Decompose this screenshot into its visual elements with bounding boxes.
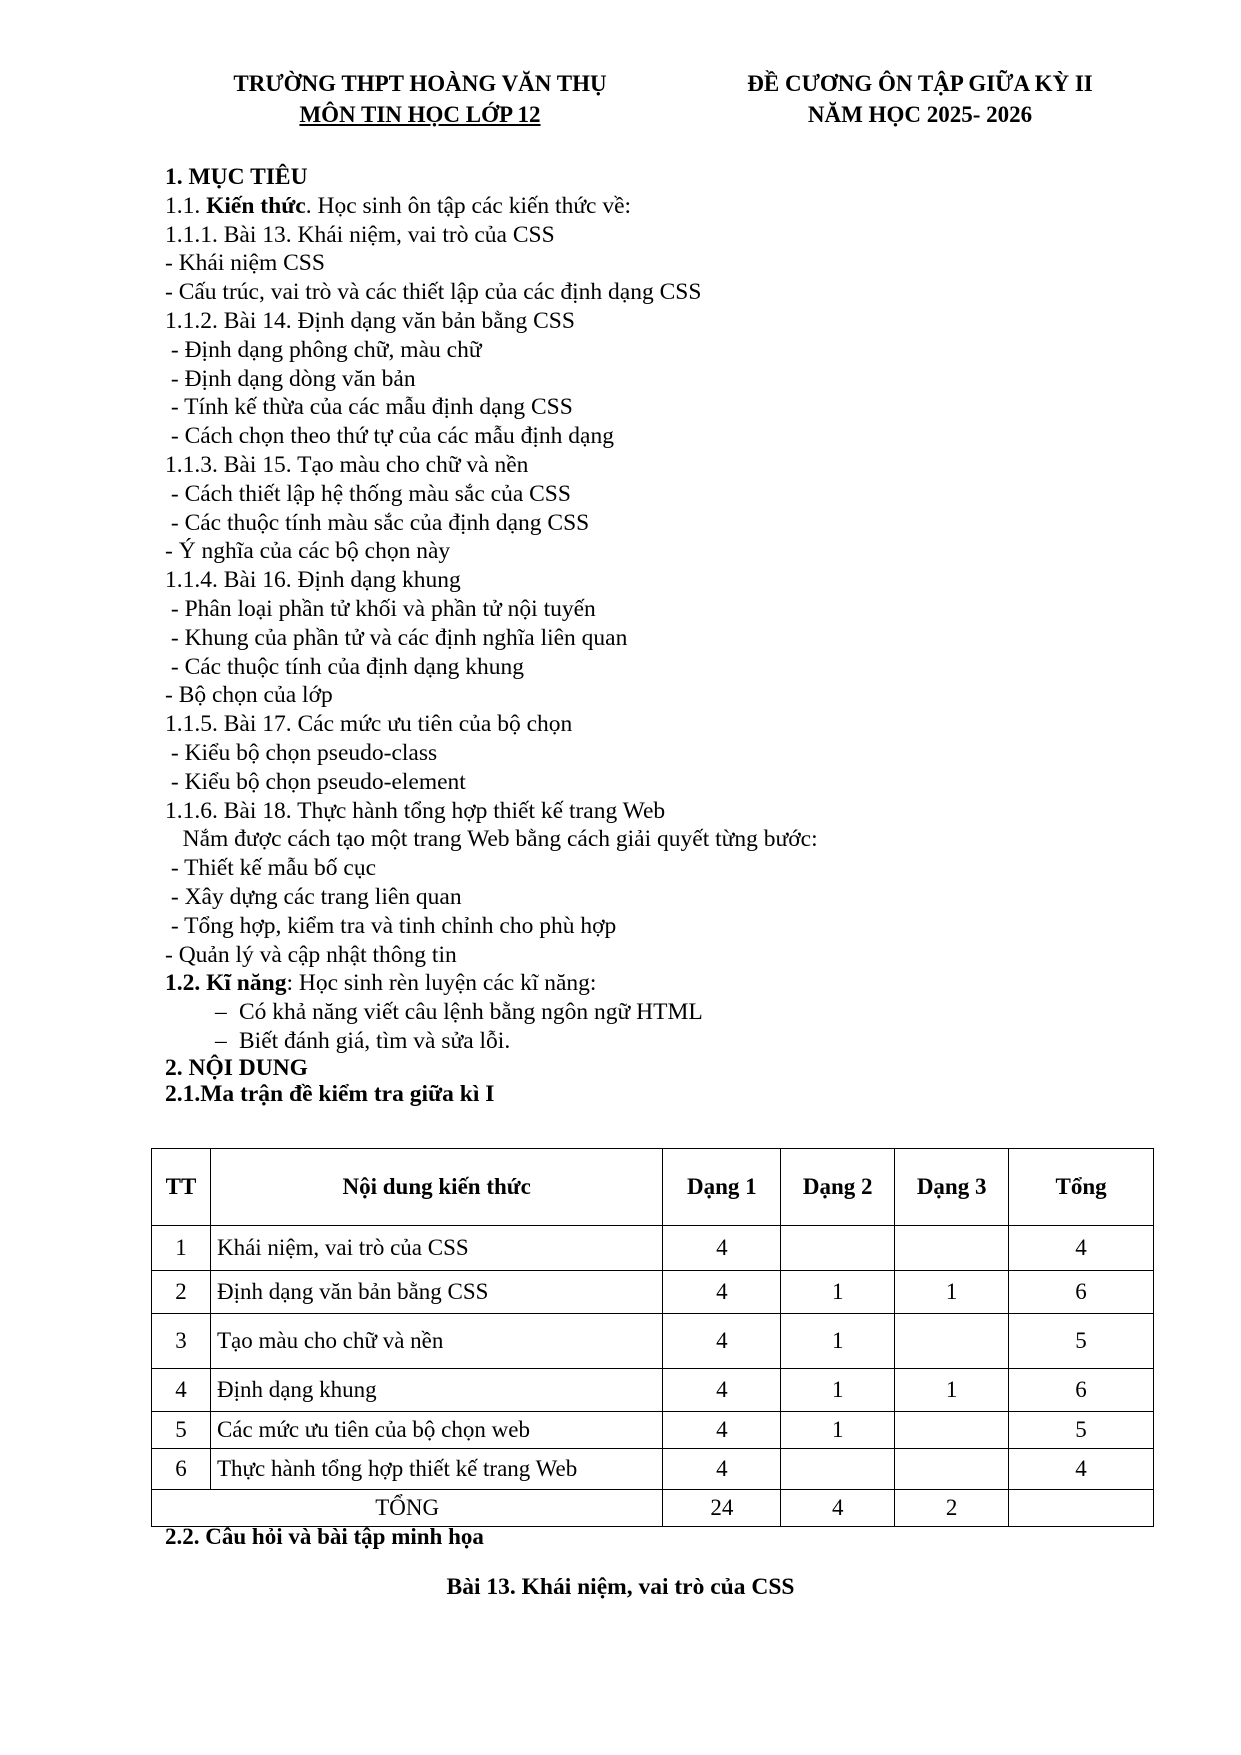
table-cell: 4 bbox=[152, 1369, 211, 1412]
table-cell: 6 bbox=[1009, 1271, 1154, 1314]
table-cell: 4 bbox=[663, 1314, 781, 1369]
table-row bbox=[152, 1412, 1154, 1449]
table-cell: 1 bbox=[781, 1314, 895, 1369]
objectives-section bbox=[165, 163, 1165, 1108]
objective-lines bbox=[165, 221, 1165, 970]
table-total-row bbox=[152, 1490, 1154, 1527]
table-row bbox=[152, 1449, 1154, 1490]
skills-label: 1.2. Kĩ năng bbox=[165, 970, 287, 997]
table-cell-content: Khái niệm, vai trò của CSS bbox=[210, 1226, 662, 1271]
table-cell bbox=[895, 1226, 1009, 1271]
skills-line bbox=[165, 969, 1165, 998]
table-cell bbox=[781, 1226, 895, 1271]
table-cell: 4 bbox=[1009, 1449, 1154, 1490]
objective-line: - Các thuộc tính của định dạng khung bbox=[165, 653, 524, 680]
objective-line: Nắm được cách tạo một trang Web bằng cách giải quyết từng bước: bbox=[165, 826, 818, 853]
header-left bbox=[190, 68, 650, 130]
table-row bbox=[152, 1271, 1154, 1314]
objective-line: - Cấu trúc, vai trò và các thiết lập của các định dạng CSS bbox=[165, 279, 702, 306]
total-type1: 24 bbox=[663, 1490, 781, 1527]
header-type1: Dạng 1 bbox=[663, 1149, 781, 1226]
knowledge-prefix: 1.1. bbox=[165, 192, 207, 219]
school-year: NĂM HỌC 2025- 2026 bbox=[807, 102, 1033, 127]
objective-line: - Kiểu bộ chọn pseudo-element bbox=[165, 768, 466, 795]
table-body bbox=[152, 1226, 1154, 1490]
header-total: Tổng bbox=[1009, 1149, 1154, 1226]
objective-line: - Thiết kế mẫu bố cục bbox=[165, 855, 376, 882]
table-cell: 4 bbox=[663, 1412, 781, 1449]
table-cell: 1 bbox=[895, 1369, 1009, 1412]
objective-line: - Định dạng dòng văn bản bbox=[165, 365, 416, 392]
objective-line: 1.1.4. Bài 16. Định dạng khung bbox=[165, 567, 461, 594]
table-cell: 4 bbox=[1009, 1226, 1154, 1271]
objective-line: - Kiểu bộ chọn pseudo-class bbox=[165, 739, 438, 766]
objective-line: - Tính kế thừa của các mẫu định dạng CSS bbox=[165, 394, 573, 421]
lesson-title: Bài 13. Khái niệm, vai trò của CSS bbox=[446, 1574, 795, 1600]
table-cell: 3 bbox=[152, 1314, 211, 1369]
document-title: ĐỀ CƯƠNG ÔN TẬP GIỮA KỲ II bbox=[747, 71, 1093, 96]
matrix-title: 2.1.Ma trận đề kiểm tra giữa kì I bbox=[165, 1080, 495, 1107]
table-cell bbox=[781, 1449, 895, 1490]
header-right bbox=[690, 68, 1150, 130]
table-cell: 4 bbox=[663, 1449, 781, 1490]
objective-line: - Định dạng phông chữ, màu chữ bbox=[165, 336, 482, 363]
header-type2: Dạng 2 bbox=[781, 1149, 895, 1226]
table-cell: 4 bbox=[663, 1271, 781, 1314]
subject-name: MÔN TIN HỌC LỚP 12 bbox=[299, 102, 541, 127]
table-cell: 4 bbox=[663, 1226, 781, 1271]
table-cell bbox=[895, 1412, 1009, 1449]
knowledge-text: . Học sinh ôn tập các kiến thức về: bbox=[305, 192, 632, 219]
knowledge-line bbox=[165, 192, 1165, 221]
objective-line: - Các thuộc tính màu sắc của định dạng CSS bbox=[165, 509, 590, 536]
objective-line: - Ý nghĩa của các bộ chọn này bbox=[165, 538, 451, 565]
header-tt: TT bbox=[152, 1149, 211, 1226]
table-cell: 6 bbox=[152, 1449, 211, 1490]
table-cell: 4 bbox=[663, 1369, 781, 1412]
objective-line: - Khung của phần tử và các định nghĩa liên quan bbox=[165, 624, 628, 651]
skill-item-text: Biết đánh giá, tìm và sửa lỗi. bbox=[239, 1027, 511, 1054]
total-label: TỔNG bbox=[152, 1490, 663, 1527]
total-type2: 4 bbox=[781, 1490, 895, 1527]
objective-line: 1.1.5. Bài 17. Các mức ưu tiên của bộ chọn bbox=[165, 711, 573, 738]
skill-dash: – bbox=[215, 1027, 227, 1054]
table-cell bbox=[895, 1449, 1009, 1490]
table-cell-content: Định dạng văn bản bằng CSS bbox=[210, 1271, 662, 1314]
table-cell: 5 bbox=[152, 1412, 211, 1449]
total-type3: 2 bbox=[895, 1490, 1009, 1527]
section2-title: 2. NỘI DUNG bbox=[165, 1054, 308, 1081]
objective-line: - Cách thiết lập hệ thống màu sắc của CSS bbox=[165, 480, 571, 507]
objective-line: - Xây dựng các trang liên quan bbox=[165, 883, 462, 910]
table-cell: 5 bbox=[1009, 1412, 1154, 1449]
exam-matrix-table bbox=[151, 1148, 1154, 1527]
table-cell-content: Thực hành tổng hợp thiết kế trang Web bbox=[210, 1449, 662, 1490]
table-cell: 1 bbox=[895, 1271, 1009, 1314]
objective-line: - Tổng hợp, kiểm tra và tinh chỉnh cho phù hợp bbox=[165, 912, 617, 939]
table-cell: 1 bbox=[152, 1226, 211, 1271]
skill-item bbox=[165, 1027, 1165, 1056]
objective-line: - Khái niệm CSS bbox=[165, 250, 325, 277]
table-row bbox=[152, 1369, 1154, 1412]
objective-line: 1.1.6. Bài 18. Thực hành tổng hợp thiết kế trang Web bbox=[165, 797, 666, 824]
table-cell-content: Định dạng khung bbox=[210, 1369, 662, 1412]
table-cell-content: Các mức ưu tiên của bộ chọn web bbox=[210, 1412, 662, 1449]
questions-title: 2.2. Câu hỏi và bài tập minh họa bbox=[165, 1524, 484, 1549]
knowledge-label: Kiến thức bbox=[206, 192, 306, 219]
total-sum bbox=[1009, 1490, 1154, 1527]
table-header-row bbox=[152, 1149, 1154, 1226]
table-cell: 1 bbox=[781, 1271, 895, 1314]
objective-line: 1.1.3. Bài 15. Tạo màu cho chữ và nền bbox=[165, 451, 529, 478]
skills-text: : Học sinh rèn luyện các kĩ năng: bbox=[286, 970, 597, 997]
table-cell: 2 bbox=[152, 1271, 211, 1314]
table-cell: 1 bbox=[781, 1369, 895, 1412]
school-name: TRƯỜNG THPT HOÀNG VĂN THỤ bbox=[233, 71, 607, 96]
skill-item-text: Có khả năng viết câu lệnh bằng ngôn ngữ HTML bbox=[239, 999, 703, 1026]
section1-title: 1. MỤC TIÊU bbox=[165, 164, 308, 190]
objective-line: - Phân loại phần tử khối và phần tử nội tuyến bbox=[165, 595, 596, 622]
objective-line: - Cách chọn theo thứ tự của các mẫu định dạng bbox=[165, 423, 614, 450]
table-cell: 5 bbox=[1009, 1314, 1154, 1369]
objective-line: 1.1.2. Bài 14. Định dạng văn bản bằng CSS bbox=[165, 307, 575, 334]
skill-item bbox=[165, 998, 1165, 1027]
header-type3: Dạng 3 bbox=[895, 1149, 1009, 1226]
table-row bbox=[152, 1314, 1154, 1369]
skill-dash: – bbox=[215, 999, 227, 1026]
table-cell: 1 bbox=[781, 1412, 895, 1449]
header-content: Nội dung kiến thức bbox=[210, 1149, 662, 1226]
table-cell-content: Tạo màu cho chữ và nền bbox=[210, 1314, 662, 1369]
table-cell: 6 bbox=[1009, 1369, 1154, 1412]
table-cell bbox=[895, 1314, 1009, 1369]
table-row bbox=[152, 1226, 1154, 1271]
objective-line: - Quản lý và cập nhật thông tin bbox=[165, 941, 457, 968]
objective-line: - Bộ chọn của lớp bbox=[165, 682, 333, 709]
objective-line: 1.1.1. Bài 13. Khái niệm, vai trò của CSS bbox=[165, 221, 555, 248]
